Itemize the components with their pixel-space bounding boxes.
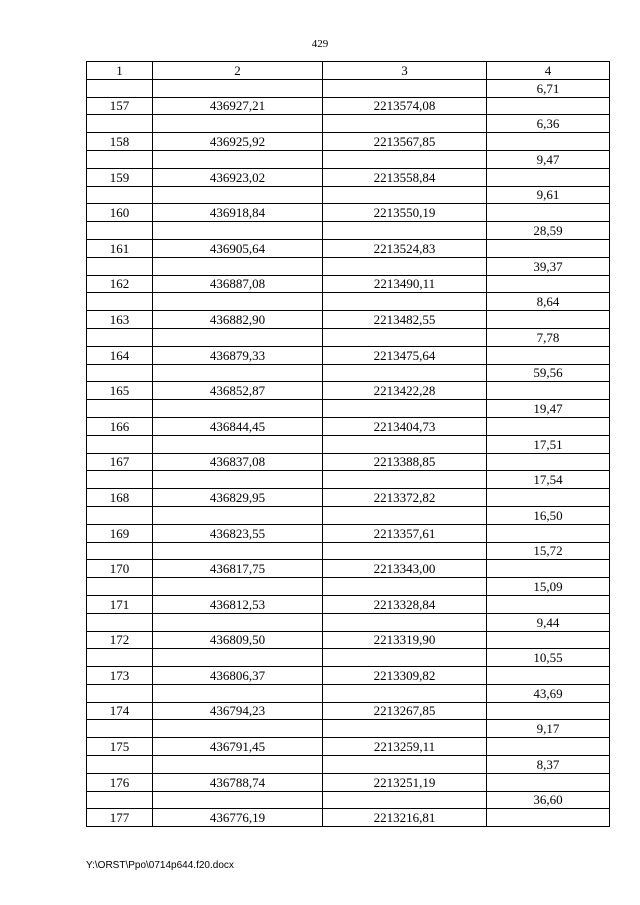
point-number-cell: 163 [87, 311, 153, 329]
table-row [87, 649, 610, 667]
point-number-cell [87, 684, 153, 702]
page-number: 429 [311, 38, 329, 50]
point-number-cell: 164 [87, 346, 153, 364]
distance-cell [487, 667, 610, 685]
x-coordinate-cell: 436852,87 [153, 382, 323, 400]
y-coordinate-cell: 2213567,85 [323, 133, 487, 151]
table-row [87, 400, 610, 418]
point-number-cell: 159 [87, 168, 153, 186]
y-coordinate-cell [323, 400, 487, 418]
file-path-footer: Y:\ORST\Ppo\0714p644.f20.docx [86, 860, 234, 871]
distance-cell [487, 524, 610, 542]
distance-cell: 9,17 [487, 720, 610, 738]
y-coordinate-cell: 2213574,08 [323, 97, 487, 115]
x-coordinate-cell [153, 435, 323, 453]
distance-cell [487, 382, 610, 400]
distance-cell: 39,37 [487, 257, 610, 275]
y-coordinate-cell: 2213319,90 [323, 631, 487, 649]
point-number-cell [87, 115, 153, 133]
distance-cell [487, 311, 610, 329]
x-coordinate-cell: 436879,33 [153, 346, 323, 364]
point-number-cell: 173 [87, 667, 153, 685]
x-coordinate-cell: 436806,37 [153, 667, 323, 685]
table-row [87, 578, 610, 596]
table-row [87, 417, 610, 435]
table-row [87, 239, 610, 257]
y-coordinate-cell [323, 328, 487, 346]
distance-cell: 10,55 [487, 649, 610, 667]
y-coordinate-cell: 2213558,84 [323, 168, 487, 186]
point-number-cell [87, 506, 153, 524]
y-coordinate-cell [323, 471, 487, 489]
distance-cell: 19,47 [487, 400, 610, 418]
y-coordinate-cell: 2213259,11 [323, 738, 487, 756]
distance-cell: 8,64 [487, 293, 610, 311]
x-coordinate-cell: 436823,55 [153, 524, 323, 542]
y-coordinate-cell: 2213524,83 [323, 239, 487, 257]
x-coordinate-cell [153, 542, 323, 560]
y-coordinate-cell: 2213475,64 [323, 346, 487, 364]
point-number-cell: 165 [87, 382, 153, 400]
table-row [87, 168, 610, 186]
x-coordinate-cell: 436791,45 [153, 738, 323, 756]
y-coordinate-cell [323, 222, 487, 240]
distance-cell: 17,51 [487, 435, 610, 453]
y-coordinate-cell: 2213422,28 [323, 382, 487, 400]
table-row [87, 293, 610, 311]
table-row [87, 471, 610, 489]
x-coordinate-cell [153, 720, 323, 738]
distance-cell: 59,56 [487, 364, 610, 382]
point-number-cell [87, 435, 153, 453]
y-coordinate-cell [323, 684, 487, 702]
table-row [87, 631, 610, 649]
distance-cell: 16,50 [487, 506, 610, 524]
x-coordinate-cell: 436927,21 [153, 97, 323, 115]
table-row [87, 435, 610, 453]
x-coordinate-cell [153, 613, 323, 631]
point-number-cell: 162 [87, 275, 153, 293]
distance-cell [487, 631, 610, 649]
y-coordinate-cell [323, 756, 487, 774]
distance-cell [487, 239, 610, 257]
y-coordinate-cell: 2213404,73 [323, 417, 487, 435]
x-coordinate-cell: 436794,23 [153, 702, 323, 720]
y-coordinate-cell: 2213309,82 [323, 667, 487, 685]
y-coordinate-cell: 2213482,55 [323, 311, 487, 329]
x-coordinate-cell [153, 257, 323, 275]
table-row [87, 756, 610, 774]
x-coordinate-cell [153, 222, 323, 240]
y-coordinate-cell: 2213343,00 [323, 560, 487, 578]
table-row [87, 115, 610, 133]
distance-cell: 9,47 [487, 150, 610, 168]
point-number-cell [87, 613, 153, 631]
distance-cell [487, 346, 610, 364]
x-coordinate-cell [153, 186, 323, 204]
table-row [87, 738, 610, 756]
table-row [87, 720, 610, 738]
point-number-cell [87, 756, 153, 774]
point-number-cell: 177 [87, 809, 153, 827]
x-coordinate-cell: 436923,02 [153, 168, 323, 186]
distance-cell: 6,36 [487, 115, 610, 133]
distance-cell [487, 417, 610, 435]
table-row [87, 328, 610, 346]
y-coordinate-cell [323, 506, 487, 524]
y-coordinate-cell [323, 364, 487, 382]
distance-cell [487, 809, 610, 827]
distance-cell: 7,78 [487, 328, 610, 346]
point-number-cell: 175 [87, 738, 153, 756]
x-coordinate-cell [153, 400, 323, 418]
distance-cell [487, 275, 610, 293]
point-number-cell [87, 649, 153, 667]
table-row [87, 346, 610, 364]
x-coordinate-cell [153, 150, 323, 168]
y-coordinate-cell [323, 115, 487, 133]
column-header: 1 [87, 62, 153, 80]
point-number-cell [87, 186, 153, 204]
point-number-cell: 169 [87, 524, 153, 542]
distance-cell: 15,72 [487, 542, 610, 560]
y-coordinate-cell: 2213357,61 [323, 524, 487, 542]
distance-cell: 15,09 [487, 578, 610, 596]
distance-cell [487, 168, 610, 186]
y-coordinate-cell: 2213216,81 [323, 809, 487, 827]
point-number-cell: 168 [87, 489, 153, 507]
distance-cell: 36,60 [487, 791, 610, 809]
point-number-cell: 166 [87, 417, 153, 435]
distance-cell: 43,69 [487, 684, 610, 702]
table-row [87, 560, 610, 578]
y-coordinate-cell [323, 720, 487, 738]
distance-cell: 28,59 [487, 222, 610, 240]
point-number-cell [87, 150, 153, 168]
distance-cell: 9,44 [487, 613, 610, 631]
x-coordinate-cell: 436918,84 [153, 204, 323, 222]
y-coordinate-cell [323, 150, 487, 168]
point-number-cell [87, 222, 153, 240]
point-number-cell [87, 293, 153, 311]
x-coordinate-cell [153, 684, 323, 702]
y-coordinate-cell: 2213388,85 [323, 453, 487, 471]
y-coordinate-cell [323, 186, 487, 204]
x-coordinate-cell: 436812,53 [153, 595, 323, 613]
table-row [87, 542, 610, 560]
point-number-cell [87, 364, 153, 382]
y-coordinate-cell [323, 435, 487, 453]
table-row [87, 595, 610, 613]
x-coordinate-cell [153, 506, 323, 524]
x-coordinate-cell: 436882,90 [153, 311, 323, 329]
point-number-cell [87, 720, 153, 738]
table-row [87, 257, 610, 275]
distance-cell [487, 97, 610, 115]
table-row [87, 79, 610, 97]
x-coordinate-cell: 436887,08 [153, 275, 323, 293]
x-coordinate-cell: 436829,95 [153, 489, 323, 507]
table-row [87, 382, 610, 400]
distance-cell [487, 702, 610, 720]
point-number-cell: 158 [87, 133, 153, 151]
distance-cell [487, 560, 610, 578]
table-row [87, 702, 610, 720]
x-coordinate-cell: 436844,45 [153, 417, 323, 435]
y-coordinate-cell [323, 649, 487, 667]
y-coordinate-cell: 2213267,85 [323, 702, 487, 720]
point-number-cell [87, 542, 153, 560]
distance-cell [487, 738, 610, 756]
table-row [87, 773, 610, 791]
x-coordinate-cell [153, 578, 323, 596]
x-coordinate-cell: 436776,19 [153, 809, 323, 827]
column-header: 2 [153, 62, 323, 80]
table-row [87, 150, 610, 168]
y-coordinate-cell: 2213550,19 [323, 204, 487, 222]
x-coordinate-cell [153, 293, 323, 311]
table-row [87, 311, 610, 329]
table-row [87, 506, 610, 524]
column-header: 3 [323, 62, 487, 80]
x-coordinate-cell: 436809,50 [153, 631, 323, 649]
distance-cell: 8,37 [487, 756, 610, 774]
distance-cell [487, 773, 610, 791]
point-number-cell: 161 [87, 239, 153, 257]
table-row [87, 133, 610, 151]
x-coordinate-cell: 436905,64 [153, 239, 323, 257]
point-number-cell [87, 791, 153, 809]
x-coordinate-cell [153, 791, 323, 809]
y-coordinate-cell [323, 293, 487, 311]
x-coordinate-cell [153, 756, 323, 774]
point-number-cell: 174 [87, 702, 153, 720]
point-number-cell: 157 [87, 97, 153, 115]
distance-cell [487, 489, 610, 507]
point-number-cell [87, 79, 153, 97]
table-row [87, 667, 610, 685]
distance-cell [487, 453, 610, 471]
x-coordinate-cell: 436925,92 [153, 133, 323, 151]
distance-cell: 6,71 [487, 79, 610, 97]
table-row [87, 613, 610, 631]
table-row [87, 489, 610, 507]
y-coordinate-cell: 2213490,11 [323, 275, 487, 293]
table-row [87, 275, 610, 293]
point-number-cell [87, 471, 153, 489]
distance-cell: 9,61 [487, 186, 610, 204]
y-coordinate-cell: 2213328,84 [323, 595, 487, 613]
distance-cell [487, 133, 610, 151]
table-row [87, 524, 610, 542]
table-header-row [87, 62, 610, 80]
table-row [87, 684, 610, 702]
x-coordinate-cell [153, 79, 323, 97]
table-row [87, 809, 610, 827]
point-number-cell: 171 [87, 595, 153, 613]
point-number-cell: 167 [87, 453, 153, 471]
x-coordinate-cell [153, 328, 323, 346]
point-number-cell [87, 400, 153, 418]
coordinates-table [86, 61, 610, 827]
distance-cell [487, 204, 610, 222]
y-coordinate-cell [323, 613, 487, 631]
x-coordinate-cell: 436837,08 [153, 453, 323, 471]
table-row [87, 204, 610, 222]
table-row [87, 364, 610, 382]
point-number-cell: 176 [87, 773, 153, 791]
x-coordinate-cell [153, 115, 323, 133]
y-coordinate-cell: 2213251,19 [323, 773, 487, 791]
x-coordinate-cell [153, 471, 323, 489]
y-coordinate-cell [323, 257, 487, 275]
x-coordinate-cell [153, 364, 323, 382]
y-coordinate-cell [323, 542, 487, 560]
y-coordinate-cell [323, 578, 487, 596]
column-header: 4 [487, 62, 610, 80]
distance-cell [487, 595, 610, 613]
y-coordinate-cell [323, 79, 487, 97]
y-coordinate-cell: 2213372,82 [323, 489, 487, 507]
x-coordinate-cell: 436788,74 [153, 773, 323, 791]
point-number-cell [87, 257, 153, 275]
x-coordinate-cell: 436817,75 [153, 560, 323, 578]
point-number-cell [87, 578, 153, 596]
table-row [87, 186, 610, 204]
table-row [87, 222, 610, 240]
point-number-cell: 170 [87, 560, 153, 578]
y-coordinate-cell [323, 791, 487, 809]
table-row [87, 97, 610, 115]
point-number-cell: 172 [87, 631, 153, 649]
table-row [87, 791, 610, 809]
x-coordinate-cell [153, 649, 323, 667]
table-body [87, 79, 610, 826]
point-number-cell: 160 [87, 204, 153, 222]
table-row [87, 453, 610, 471]
point-number-cell [87, 328, 153, 346]
distance-cell: 17,54 [487, 471, 610, 489]
